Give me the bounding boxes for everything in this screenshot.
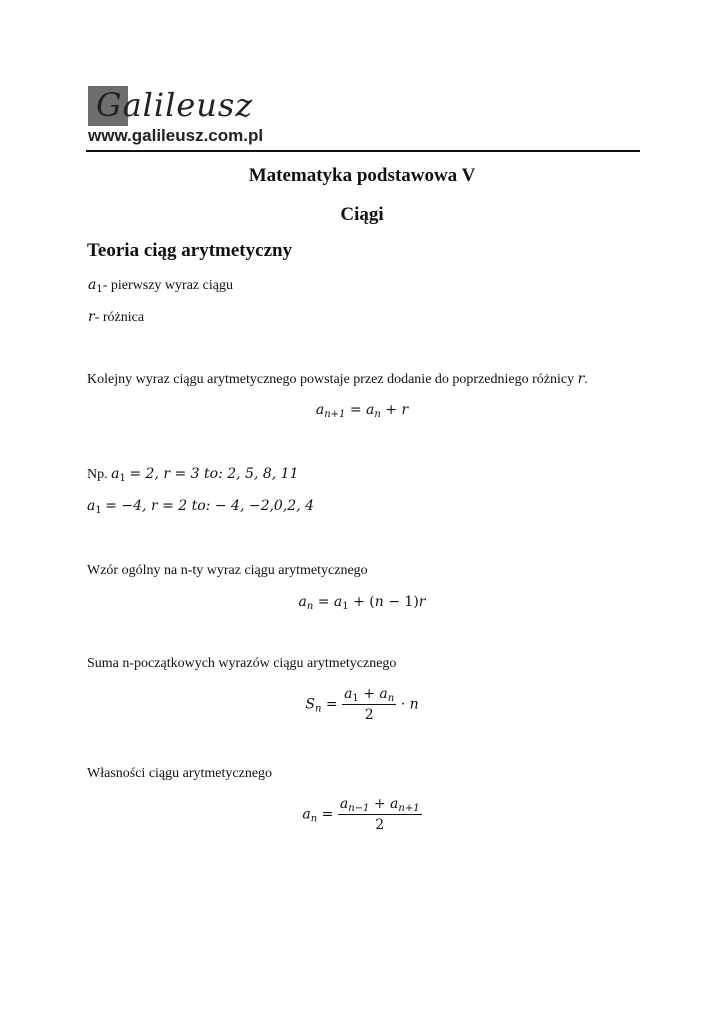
property-formula: $a_n$ = $\frac{a_{n-1} + a_{n+1}}{2}$ [302, 796, 420, 833]
recurrence-formula: $a_{n+1} = a_n + r$ [315, 402, 409, 420]
page-title: Matematyka podstawowa V [248, 165, 476, 186]
sum-formula: $S_n$ = $\frac{a_1 + a_n}{2}$ · n [305, 686, 419, 723]
symbol-a1: $a_1$ [88, 277, 103, 295]
sum-paragraph: Suma n-początkowych wyrazów ciągu arytmetycznego [87, 656, 397, 671]
sum-fraction: $\frac{a_1 + a_n}{2}$ [344, 686, 395, 723]
property-fraction: $\frac{a_{n-1} + a_{n+1}}{2}$ [339, 796, 420, 833]
definition-a1: $a_1-$ pierwszy wyraz ciągu [88, 277, 233, 295]
section-heading: Teoria ciąg arytmetyczny [87, 240, 293, 261]
recurrence-paragraph: Kolejny wyraz ciągu arytmetycznego powstaje przez dodanie do poprzedniego różnicy r. [87, 371, 588, 387]
general-term-formula: $a_n = a_1 + (n - 1)r$ [298, 594, 426, 612]
symbol-r: r [577, 371, 585, 387]
header-divider [86, 150, 640, 152]
general-term-paragraph: Wzór ogólny na n-ty wyraz ciągu arytmetycznego [87, 563, 368, 578]
definition-r: r- różnica [88, 309, 145, 325]
logo-text: Galileusz [96, 86, 254, 124]
example-2: $a_1 = -4$, r = 2 to: − 4, −2,0,2, 4 [87, 498, 315, 516]
page-subtitle: Ciągi [340, 204, 384, 225]
example-1: Np. $a_1 = 2$, r = 3 to: 2, 5, 8, 11 [87, 466, 299, 484]
website-url: www.galileusz.com.pl [88, 126, 264, 145]
logo [88, 86, 258, 126]
property-paragraph: Własności ciągu arytmetycznego [87, 766, 273, 781]
symbol-r: r [88, 309, 95, 325]
